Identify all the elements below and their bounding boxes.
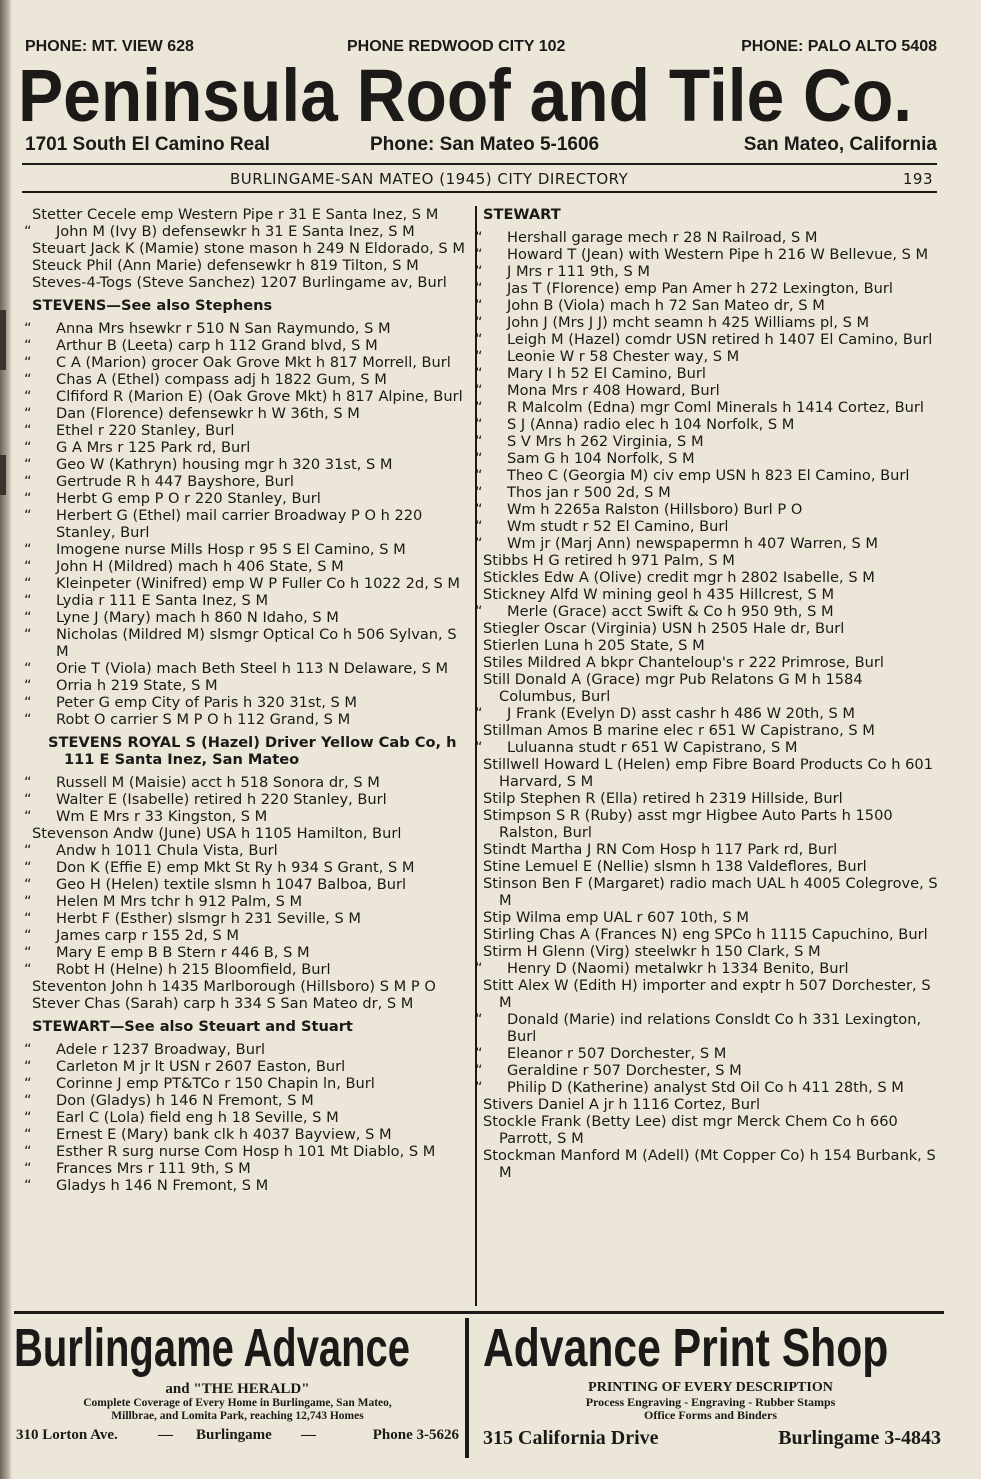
directory-entry: “ Geraldine r 507 Dorchester, S M — [483, 1062, 938, 1079]
running-title: BURLINGAME-SAN MATEO (1945) CITY DIRECTORY — [230, 170, 629, 188]
ad-left-address: 310 Lorton Ave. — [16, 1427, 118, 1443]
ad-burlingame-advance-contact — [16, 1427, 461, 1449]
directory-entry: “ Don (Gladys) h 146 N Fremont, S M — [32, 1092, 469, 1109]
ad-left-dash: — — [301, 1427, 316, 1443]
header-address-row — [25, 134, 937, 158]
directory-entry: “ Sam G h 104 Norfolk, S M — [483, 450, 938, 467]
directory-entry: “ Robt O carrier S M P O h 112 Grand, S M — [32, 711, 469, 728]
directory-entry: “ Imogene nurse Mills Hosp r 95 S El Camino, S M — [32, 541, 469, 558]
directory-entry: “ Corinne J emp PT&TCo r 150 Chapin ln, Burl — [32, 1075, 469, 1092]
directory-entry: “ Ethel r 220 Stanley, Burl — [32, 422, 469, 439]
directory-entry: “ Dan (Florence) defensewkr h W 36th, S M — [32, 405, 469, 422]
ad-print-shop-contact — [483, 1427, 941, 1451]
directory-entry: “ Leigh M (Hazel) comdr USN retired h 1407 El Camino, Burl — [483, 331, 938, 348]
directory-entry: Stierlen Luna h 205 State, S M — [483, 637, 705, 654]
directory-entry: Stitt Alex W (Edith H) importer and exptr h 507 Dorchester, S M — [483, 977, 931, 1011]
directory-entry: Stockle Frank (Betty Lee) dist mgr Merck Chem Co h 660 Parrott, S M — [483, 1113, 898, 1147]
ad-left-dash: — — [158, 1427, 173, 1443]
directory-entry: “ Esther R surg nurse Com Hosp h 101 Mt Diablo, S M — [32, 1143, 469, 1160]
directory-entry: “ Geo H (Helen) textile slsmn h 1047 Balboa, Burl — [32, 876, 469, 893]
directory-entry: “ Herbt G emp P O r 220 Stanley, Burl — [32, 490, 469, 507]
directory-entry: “ Gertrude R h 447 Bayshore, Burl — [32, 473, 469, 490]
directory-entry: Stetter Cecele emp Western Pipe r 31 E Santa Inez, S M — [32, 206, 439, 223]
directory-entry: “ Orria h 219 State, S M — [32, 677, 469, 694]
directory-entry: “ Henry D (Naomi) metalwkr h 1334 Benito, Burl — [483, 960, 938, 977]
directory-entry: Stindt Martha J RN Com Hosp h 117 Park rd, Burl — [483, 841, 838, 858]
directory-entry: Stirm H Glenn (Virg) steelwkr h 150 Clark, S M — [483, 943, 821, 960]
ad-printing-line: PRINTING OF EVERY DESCRIPTION — [588, 1380, 833, 1395]
directory-entry: “ Donald (Marie) ind relations Consldt Co h 331 Lexington, Burl — [483, 1011, 938, 1045]
spine-mark — [0, 455, 6, 495]
directory-entry: “ Herbert G (Ethel) mail carrier Broadway P O h 220 Stanley, Burl — [32, 507, 469, 541]
ad-left-phone: Phone 3-5626 — [372, 1427, 459, 1443]
ad-advance-print-shop-title: Advance Print Shop — [483, 1318, 889, 1378]
directory-entry: Stillwell Howard L (Helen) emp Fibre Board Products Co h 601 Harvard, S M — [483, 756, 933, 790]
directory-entry: Stilp Stephen R (Ella) retired h 2319 Hillside, Burl — [483, 790, 843, 807]
footer-divider — [465, 1318, 469, 1458]
directory-entry: Steuck Phil (Ann Marie) defensewkr h 819 Tilton, S M — [32, 257, 419, 274]
directory-entry: “ Wm E Mrs r 33 Kingston, S M — [32, 808, 469, 825]
directory-entry: “ Andw h 1011 Chula Vista, Burl — [32, 842, 469, 859]
directory-entry: “ Lyne J (Mary) mach h 860 N Idaho, S M — [32, 609, 469, 626]
company-city: San Mateo, California — [743, 134, 937, 155]
directory-entry: “ John J (Mrs J J) mcht seamn h 425 Williams pl, S M — [483, 314, 938, 331]
phone-san-mateo: Phone: San Mateo 5-1606 — [370, 134, 600, 155]
directory-entry: “ Mary E emp B B Stern r 446 B, S M — [32, 944, 469, 961]
phone-redwood-city: PHONE REDWOOD CITY 102 — [347, 38, 566, 55]
directory-entry: “ Walter E (Isabelle) retired h 220 Stanley, Burl — [32, 791, 469, 808]
ad-coverage-line-2: Millbrae, and Lomita Park, reaching 12,743 Homes — [111, 1410, 364, 1422]
directory-entry: “ Nicholas (Mildred M) slsmgr Optical Co h 506 Sylvan, S M — [32, 626, 469, 660]
directory-entry: Stibbs H G retired h 971 Palm, S M — [483, 552, 735, 569]
directory-entry: “ S V Mrs h 262 Virginia, S M — [483, 433, 938, 450]
directory-entry: “ Merle (Grace) acct Swift & Co h 950 9th, S M — [483, 603, 938, 620]
directory-entry: Stickney Alfd W mining geol h 435 Hillcrest, S M — [483, 586, 835, 603]
directory-entry: “ Ernest E (Mary) bank clk h 4037 Bayview, S M — [32, 1126, 469, 1143]
directory-entry: Stirling Chas A (Frances N) eng SPCo h 1115 Capuchino, Burl — [483, 926, 928, 943]
header-rule-top — [22, 163, 937, 165]
directory-entry: “ Wm h 2265a Ralston (Hillsboro) Burl P O — [483, 501, 938, 518]
directory-entry: Still Donald A (Grace) mgr Pub Relatons G M h 1584 Columbus, Burl — [483, 671, 863, 705]
phone-palo-alto: PHONE: PALO ALTO 5408 — [741, 38, 937, 55]
directory-entry: “ Mona Mrs r 408 Howard, Burl — [483, 382, 938, 399]
directory-entry: “ Herbt F (Esther) slsmgr h 231 Seville, S M — [32, 910, 469, 927]
directory-entry: “ Hershall garage mech r 28 N Railroad, S M — [483, 229, 938, 246]
directory-entry: “ John B (Viola) mach h 72 San Mateo dr, S M — [483, 297, 938, 314]
ad-burlingame-advance-title: Burlingame Advance — [14, 1318, 411, 1378]
directory-entry: Stickles Edw A (Olive) credit mgr h 2802 Isabelle, S M — [483, 569, 875, 586]
directory-entry: Stevenson Andw (June) USA h 1105 Hamilton, Burl — [32, 825, 402, 842]
directory-entry: “ S J (Anna) radio elec h 104 Norfolk, S M — [483, 416, 938, 433]
ad-services-line-2: Office Forms and Binders — [644, 1408, 777, 1422]
directory-entry: “ John H (Mildred) mach h 406 State, S M — [32, 558, 469, 575]
directory-entry: Steves-4-Togs (Steve Sanchez) 1207 Burlingame av, Burl — [32, 274, 447, 291]
directory-entry: “ Eleanor r 507 Dorchester, S M — [483, 1045, 938, 1062]
directory-entry: “ G A Mrs r 125 Park rd, Burl — [32, 439, 469, 456]
directory-entry: “ John M (Ivy B) defensewkr h 31 E Santa Inez, S M — [32, 223, 469, 240]
directory-entry: “ Clfiford R (Marion E) (Oak Grove Mkt) h 817 Alpine, Burl — [32, 388, 469, 405]
directory-entry: “ Orie T (Viola) mach Beth Steel h 113 N Delaware, S M — [32, 660, 469, 677]
directory-entry: Stimpson S R (Ruby) asst mgr Higbee Auto Parts h 1500 Ralston, Burl — [483, 807, 893, 841]
directory-entry: “ Gladys h 146 N Fremont, S M — [32, 1177, 469, 1194]
directory-entry: “ C A (Marion) grocer Oak Grove Mkt h 817 Morrell, Burl — [32, 354, 469, 371]
directory-entry: “ Helen M Mrs tchr h 912 Palm, S M — [32, 893, 469, 910]
directory-entry: “ J Frank (Evelyn D) asst cashr h 486 W 20th, S M — [483, 705, 938, 722]
directory-entry: Stine Lemuel E (Nellie) slsmn h 138 Valdeflores, Burl — [483, 858, 867, 875]
ad-coverage-line-1: Complete Coverage of Every Home in Burlingame, San Mateo, — [83, 1397, 392, 1409]
company-address: 1701 South El Camino Real — [25, 134, 270, 155]
directory-entry: “ Luluanna studt r 651 W Capistrano, S M — [483, 739, 938, 756]
section-heading: STEWART—See also Steuart and Stuart — [32, 1018, 353, 1035]
directory-entry: “ Adele r 1237 Broadway, Burl — [32, 1041, 469, 1058]
directory-entry: “ Don K (Effie E) emp Mkt St Ry h 934 S Grant, S M — [32, 859, 469, 876]
directory-entry: Stillman Amos B marine elec r 651 W Capistrano, S M — [483, 722, 875, 739]
footer-rule — [14, 1311, 944, 1314]
phone-mt-view: PHONE: MT. VIEW 628 — [25, 38, 194, 55]
directory-entry: Stiles Mildred A bkpr Chanteloup's r 222 Primrose, Burl — [483, 654, 884, 671]
right-column — [483, 206, 938, 1181]
directory-entry: “ Frances Mrs r 111 9th, S M — [32, 1160, 469, 1177]
directory-entry: “ Peter G emp City of Paris h 320 31st, S M — [32, 694, 469, 711]
ad-left-city: Burlingame — [196, 1427, 272, 1443]
directory-entry: “ Anna Mrs hsewkr r 510 N San Raymundo, S M — [32, 320, 469, 337]
company-name: Peninsula Roof and Tile Co. — [18, 54, 913, 137]
directory-entry: Stinson Ben F (Margaret) radio mach UAL h 4005 Colegrove, S M — [483, 875, 938, 909]
directory-entry: “ Howard T (Jean) with Western Pipe h 216 W Bellevue, S M — [483, 246, 938, 263]
directory-entry: Stockman Manford M (Adell) (Mt Copper Co) h 154 Burbank, S M — [483, 1147, 936, 1181]
ad-herald-line: and "THE HERALD" — [165, 1381, 310, 1397]
directory-entry: Stip Wilma emp UAL r 607 10th, S M — [483, 909, 749, 926]
directory-entry: “ Philip D (Katherine) analyst Std Oil Co h 411 28th, S M — [483, 1079, 938, 1096]
directory-entry: Steventon John h 1435 Marlborough (Hillsboro) S M P O — [32, 978, 436, 995]
directory-entry: “ Arthur B (Leeta) carp h 112 Grand blvd, S M — [32, 337, 469, 354]
directory-entry: “ Russell M (Maisie) acct h 518 Sonora dr, S M — [32, 774, 469, 791]
page-number: 193 — [902, 170, 933, 188]
ad-services-line-1: Process Engraving - Engraving - Rubber Stamps — [585, 1395, 836, 1409]
directory-entry: “ J Mrs r 111 9th, S M — [483, 263, 938, 280]
directory-entry: “ R Malcolm (Edna) mgr Coml Minerals h 1414 Cortez, Burl — [483, 399, 938, 416]
section-heading: STEWART — [483, 206, 561, 223]
directory-entry: “ Kleinpeter (Winifred) emp W P Fuller Co h 1022 2d, S M — [32, 575, 469, 592]
ad-right-address: 315 California Drive — [483, 1427, 659, 1449]
directory-entry: “ Geo W (Kathryn) housing mgr h 320 31st, S M — [32, 456, 469, 473]
directory-entry: “ Carleton M jr lt USN r 2607 Easton, Burl — [32, 1058, 469, 1075]
header-rule-bottom — [22, 191, 937, 193]
directory-entry: “ Jas T (Florence) emp Pan Amer h 272 Lexington, Burl — [483, 280, 938, 297]
section-heading: STEVENS—See also Stephens — [32, 297, 273, 314]
left-column — [32, 206, 469, 1194]
directory-entry: “ Chas A (Ethel) compass adj h 1822 Gum, S M — [32, 371, 469, 388]
directory-entry: “ Thos jan r 500 2d, S M — [483, 484, 938, 501]
directory-entry: “ James carp r 155 2d, S M — [32, 927, 469, 944]
directory-entry: “ Wm studt r 52 El Camino, Burl — [483, 518, 938, 535]
directory-entry: Stivers Daniel A jr h 1116 Cortez, Burl — [483, 1096, 761, 1113]
directory-entry: “ Lydia r 111 E Santa Inez, S M — [32, 592, 469, 609]
directory-entry: “ Earl C (Lola) field eng h 18 Seville, S M — [32, 1109, 469, 1126]
directory-entry: “ Mary I h 52 El Camino, Burl — [483, 365, 938, 382]
running-head — [22, 170, 937, 190]
directory-entry: Steuart Jack K (Mamie) stone mason h 249 N Eldorado, S M — [32, 240, 465, 257]
directory-entry: “ Robt H (Helne) h 215 Bloomfield, Burl — [32, 961, 469, 978]
directory-entry: Stiegler Oscar (Virginia) USN h 2505 Hale dr, Burl — [483, 620, 845, 637]
spine-mark — [0, 310, 6, 370]
ad-right-phone: Burlingame 3-4843 — [778, 1427, 941, 1449]
directory-entry: “ Theo C (Georgia M) civ emp USN h 823 El Camino, Burl — [483, 467, 938, 484]
bold-listing: STEVENS ROYAL S (Hazel) Driver Yellow Cab Co, h 111 E Santa Inez, San Mateo — [48, 734, 457, 768]
directory-entry: Stever Chas (Sarah) carp h 334 S San Mateo dr, S M — [32, 995, 414, 1012]
directory-entry: “ Wm jr (Marj Ann) newspapermn h 407 Warren, S M — [483, 535, 938, 552]
directory-entry: “ Leonie W r 58 Chester way, S M — [483, 348, 938, 365]
book-spine-shadow — [0, 0, 12, 1479]
